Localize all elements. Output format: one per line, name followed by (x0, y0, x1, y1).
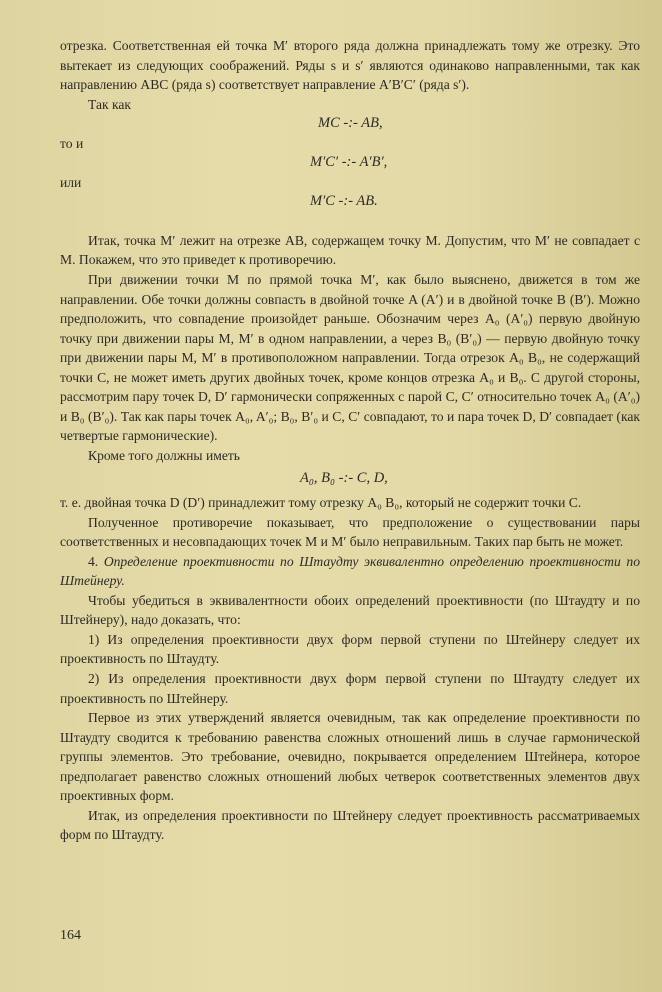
list-item: 2) Из определения проективности двух форм первой ступени по Штаудту следует их проективность по Штейнеру. (60, 670, 640, 706)
paragraph: При движении точки M по прямой точка M′, как было выяснено, движется в том же направлении. Обе точки должны совпасть в двойной точке A (A′) и в двойной точке B (B′). Можно предположить, что совпадение произойдет раньше. Обозначим через A₀ (A′₀) первую двойную точку при движении пары M, M′ в одном направлении, а через B₀ (B′₀) — первую двойную точку при движении пары M, M′ в противоположном направлении. Тогда отрезок A₀ B₀, не содержащий точки C, не может иметь других двойных точек, кроме концов отрезка A₀ и B₀. С другой стороны, рассмотрим пару точек D, D′ гармонически сопряженных с парой C, C′ относительно точек A₀ (A′₀) и B₀ (B′₀). Так как пары точек A₀, A′₀; B₀, B′₀ и C, C′ совпадают, то и пара точек D, D′ совпадает (как четвертые гармонические). (60, 272, 640, 444)
connector-text: то и (60, 135, 84, 151)
paragraph-intro: Так как (88, 96, 132, 112)
formula: M′C′ -:- A′B′, (310, 154, 388, 171)
paragraph: Первое из этих утверждений является очевидным, так как определение проективности по Штаудту сводится к требованию равенства сложных отношений лишь в случае гармонической группы элементов. Это требование, очевидно, покрывается определением Штейнера, которое предполагает равенство сложных отношений любых четверок соответственных элементов двух проективных форм. (60, 710, 640, 804)
list-item: 1) Из определения проективности двух форм первой ступени по Штейнеру следует их проективность по Штаудту. (60, 631, 640, 667)
paragraph: Итак, из определения проективности по Штейнеру следует проективность рассматриваемых форм по Штаудту. (60, 807, 640, 843)
paragraph: Полученное противоречие показывает, что предположение о существовании пары соответственных и несовпадающих точек M и M′ было неправильным. Таких пар быть не может. (60, 514, 640, 550)
formula: M′C -:- AB. (310, 193, 378, 210)
paragraph: Кроме того должны иметь (88, 447, 240, 463)
paragraph: отрезка. Соответственная ей точка M′ второго ряда должна принадлежать тому же отрезку. Это вытекает из следующих соображений. Ряды s и s′ являются одинаково направленными, так как направлению ABC (ряда s) соответствует направление A′B′C′ (ряда s′). (60, 38, 640, 93)
section-title: Определение проективности по Штаудту эквивалентно определению проективности по Штейнеру. (60, 553, 640, 589)
paragraph: Итак, точка M′ лежит на отрезке AB, содержащем точку M. Допустим, что M′ не совпадает с M. Покажем, что это приведет к противоречию. (60, 232, 640, 268)
section-number: 4. (88, 553, 99, 569)
section-heading (60, 552, 640, 591)
formula: A₀, B₀ -:- C, D, (300, 470, 388, 487)
formula: MC -:- AB, (318, 115, 383, 132)
page-number: 164 (60, 928, 81, 943)
paragraph: Чтобы убедиться в эквивалентности обоих определений проективности (по Штаудту и по Штейнеру), надо доказать, что: (60, 592, 640, 628)
page-body (60, 36, 640, 845)
connector-text: или (60, 174, 82, 190)
paragraph: т. е. двойная точка D (D′) принадлежит тому отрезку A₀ B₀, который не содержит точки C. (60, 495, 582, 511)
